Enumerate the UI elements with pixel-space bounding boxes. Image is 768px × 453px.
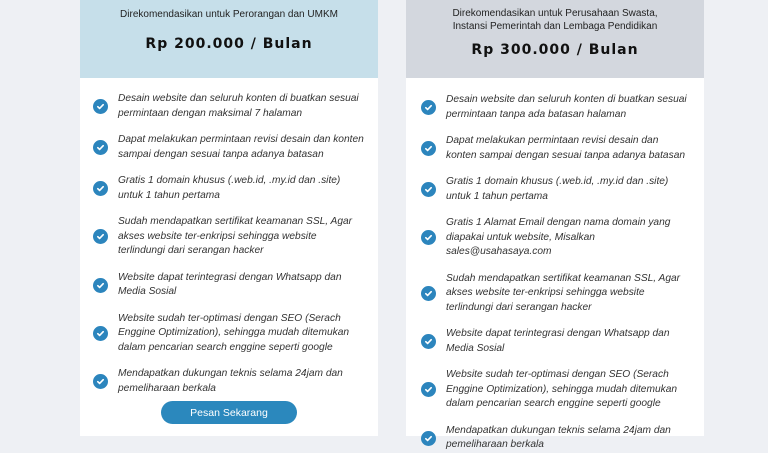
- feature-item: [93, 174, 364, 203]
- plan-card-business: [406, 0, 704, 450]
- feature-text: Website dapat terintegrasi dengan Whatsapp dan Media Sosial: [446, 328, 670, 354]
- feature-list: [406, 78, 704, 453]
- check-circle-icon: [421, 286, 436, 301]
- feature-text: Sudah mendapatkan sertifikat keamanan SSL, Agar akses website ter-enkripsi sehingga website terlindungi dari serangan hacker: [118, 216, 353, 256]
- feature-item: [93, 312, 364, 356]
- plan-header: [406, 0, 704, 78]
- check-circle-icon: [93, 181, 108, 196]
- check-circle-icon: [421, 230, 436, 245]
- feature-item: [93, 92, 364, 121]
- check-circle-icon: [93, 374, 108, 389]
- feature-text: Website sudah ter-optimasi dengan SEO (Serach Enggine Optimization), sehingga mudah ditemukan dalam pencarian search enggine seperti google: [118, 312, 350, 353]
- feature-item: [421, 327, 690, 356]
- check-circle-icon: [421, 141, 436, 156]
- feature-text: Dapat melakukan permintaan revisi desain dan konten sampai dengan sesuai tanpa adanya batasan: [118, 134, 364, 160]
- plan-header: [80, 0, 378, 78]
- feature-item: [421, 93, 690, 122]
- feature-item: [93, 133, 364, 162]
- feature-text: Gratis 1 domain khusus (.web.id, .my.id dan .site) untuk 1 tahun pertama: [118, 175, 341, 201]
- check-circle-icon: [421, 334, 436, 349]
- feature-text: Gratis 1 domain khusus (.web.id, .my.id dan .site) untuk 1 tahun pertama: [446, 176, 669, 202]
- check-circle-icon: [93, 229, 108, 244]
- plan-price: Rp 300.000 / Bulan: [471, 42, 639, 58]
- check-circle-icon: [421, 431, 436, 446]
- feature-item: [421, 272, 690, 316]
- feature-text: Mendapatkan dukungan teknis selama 24jam dan pemeliharaan berkala: [446, 424, 671, 450]
- feature-item: [93, 271, 364, 300]
- check-circle-icon: [93, 99, 108, 114]
- check-circle-icon: [421, 100, 436, 115]
- plan-price: Rp 200.000 / Bulan: [145, 36, 313, 52]
- feature-list: [80, 78, 378, 396]
- feature-text: Desain website dan seluruh konten di buatkan sesuai permintaan tanpa ada batasan halaman: [446, 94, 687, 120]
- plan-recommendation: Direkomendasikan untuk Perorangan dan UMKM: [120, 9, 338, 20]
- check-circle-icon: [93, 326, 108, 341]
- feature-item: [93, 215, 364, 259]
- feature-text: Desain website dan seluruh konten di buatkan sesuai permintaan dengan maksimal 7 halaman: [118, 93, 359, 119]
- check-circle-icon: [421, 182, 436, 197]
- feature-item: [421, 424, 690, 453]
- feature-text: Dapat melakukan permintaan revisi desain dan konten sampai dengan sesuai tanpa adanya batasan: [446, 135, 686, 161]
- feature-text: Sudah mendapatkan sertifikat keamanan SSL, Agar akses website ter-enkripsi sehingga website terlindungi dari serangan hacker: [446, 272, 681, 313]
- plan-card-basic: [80, 0, 378, 436]
- feature-item: [421, 134, 690, 163]
- feature-item: [421, 216, 690, 260]
- check-circle-icon: [93, 140, 108, 155]
- check-circle-icon: [421, 382, 436, 397]
- feature-item: [421, 368, 690, 412]
- feature-text: Mendapatkan dukungan teknis selama 24jam dan pemeliharaan berkala: [118, 368, 343, 394]
- feature-text: Website dapat terintegrasi dengan Whatsapp dan Media Sosial: [118, 271, 342, 297]
- feature-item: [421, 175, 690, 204]
- order-now-button[interactable]: Pesan Sekarang: [161, 401, 297, 424]
- feature-text: Gratis 1 Alamat Email dengan nama domain yang diapakai untuk website, Misalkan sales@usahasaya.com: [446, 217, 671, 257]
- check-circle-icon: [93, 278, 108, 293]
- feature-text: Website sudah ter-optimasi dengan SEO (Serach Enggine Optimization), sehingga mudah ditemukan dalam pencarian search enggine seperti google: [446, 369, 678, 409]
- feature-item: [93, 367, 364, 396]
- plan-recommendation: Direkomendasikan untuk Perusahaan Swasta, Instansi Pemerintah dan Lembaga Pendidikan: [452, 8, 658, 32]
